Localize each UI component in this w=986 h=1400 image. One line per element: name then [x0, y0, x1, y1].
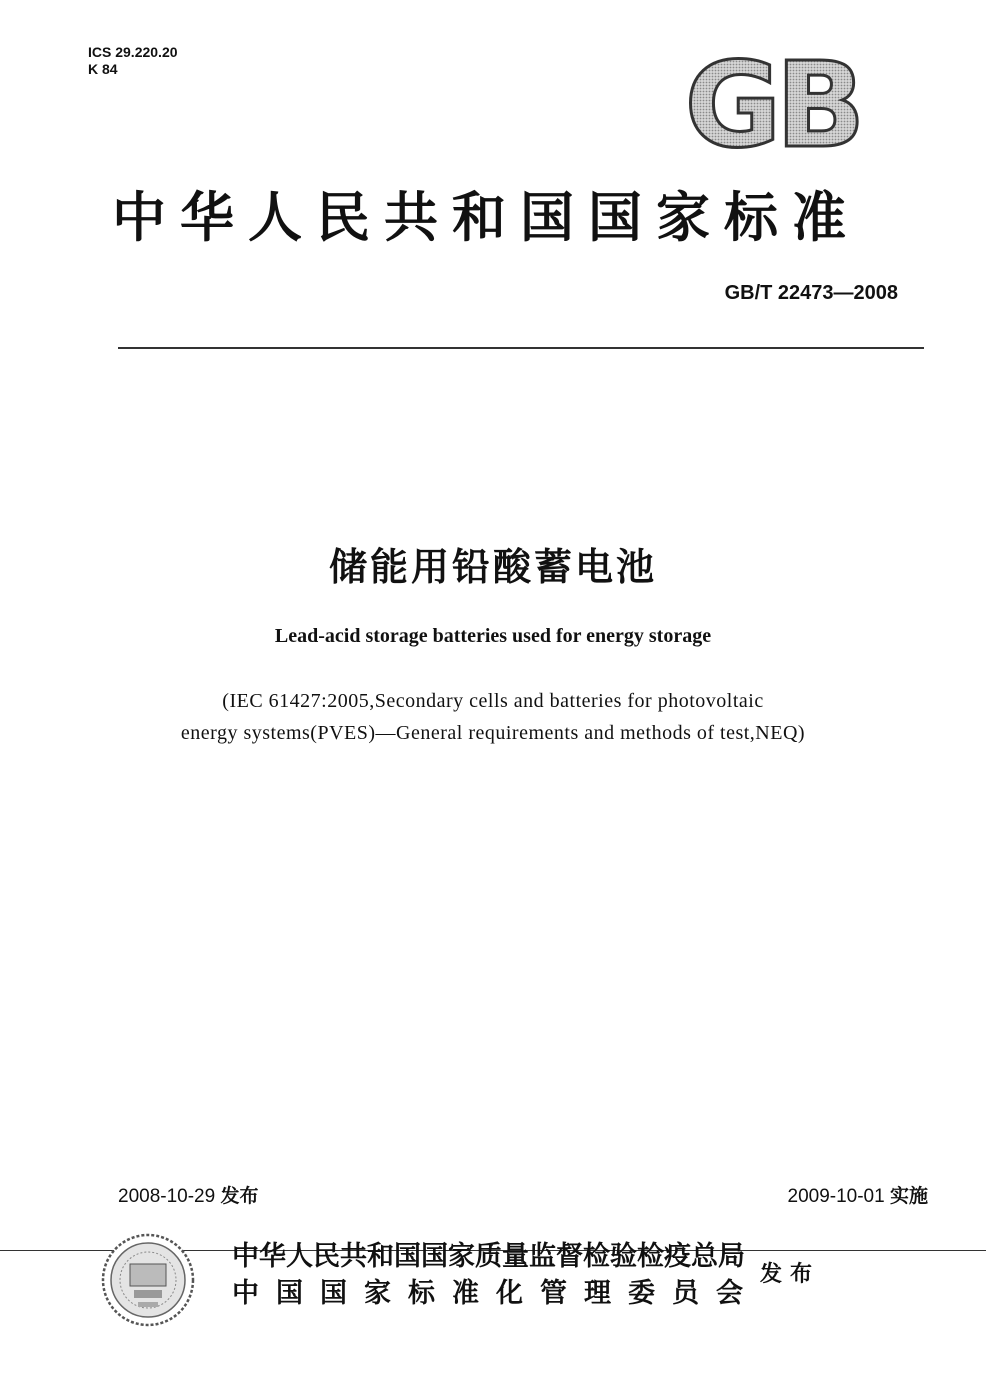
issuer-sac: 中国国家标准化管理委员会 — [232, 1278, 760, 1309]
seal-stamp-icon — [100, 1232, 196, 1328]
ics-code: ICS 29.220.20 — [88, 44, 178, 60]
gb-logo — [672, 48, 872, 158]
gb-logo-text: GB — [684, 48, 860, 158]
issue-date-label: 发布 — [220, 1185, 259, 1207]
document-title-chinese: 储能用铅酸蓄电池 — [328, 545, 657, 589]
implementation-date — [788, 1181, 929, 1208]
issue-date-value: 2008-10-29 — [118, 1186, 216, 1207]
top-divider — [118, 347, 924, 349]
country-standard-title: 中华人民共和国国家标准 — [112, 186, 860, 249]
issue-date — [118, 1181, 259, 1208]
implementation-date-label: 实施 — [889, 1185, 928, 1207]
reference-line-1: (IEC 61427:2005,Secondary cells and batteries for photovoltaic — [222, 690, 764, 712]
issuing-authorities — [232, 1238, 760, 1312]
document-title-english: Lead-acid storage batteries used for energy storage — [274, 625, 712, 647]
publish-label: 发布 — [760, 1262, 821, 1287]
implementation-date-value: 2009-10-01 — [787, 1186, 885, 1207]
standard-number: GB/T 22473—2008 — [724, 282, 898, 304]
reference-line-2: energy systems(PVES)—General requirements and methods of test,NEQ) — [180, 722, 806, 744]
ccs-code: K 84 — [88, 61, 118, 77]
issuer-aqsiq: 中华人民共和国国家质量监督检验检疫总局 — [232, 1241, 745, 1272]
classification-codes — [88, 44, 178, 78]
